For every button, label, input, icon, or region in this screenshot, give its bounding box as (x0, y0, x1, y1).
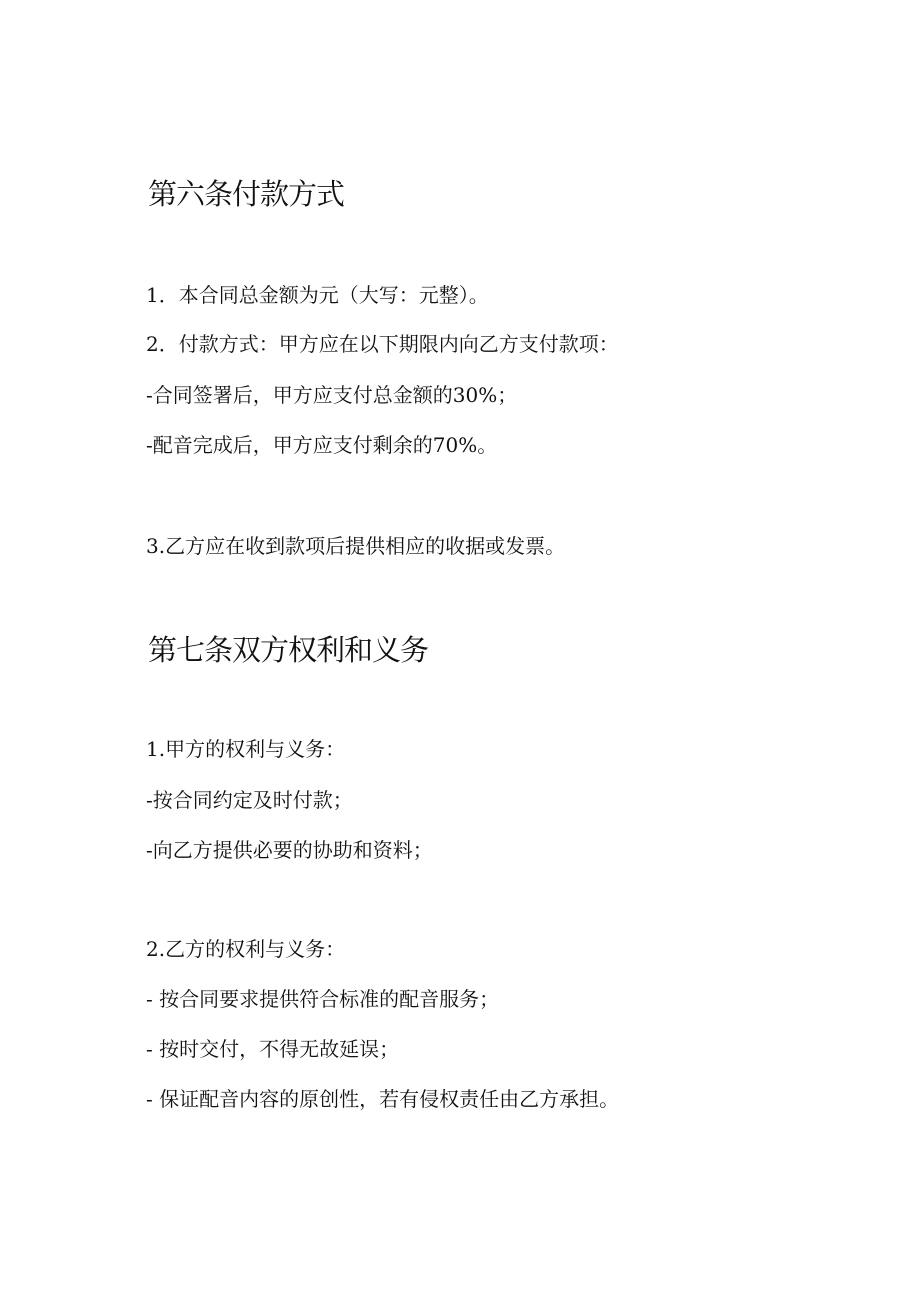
section-6-item-1: 1．本合同总金额为元（大写：元整）。 (146, 283, 489, 307)
section-6-item-3: 3.乙方应在收到款项后提供相应的收据或发票。 (146, 534, 566, 558)
section-6-item-2: 2．付款方式：甲方应在以下期限内向乙方支付款项： (146, 332, 619, 356)
section-7-party-b-item-3: - 保证配音内容的原创性，若有侵权责任由乙方承担。 (146, 1087, 620, 1111)
section-7-party-a-heading: 1.甲方的权利与义务： (146, 737, 346, 761)
section-7-party-b-heading: 2.乙方的权利与义务： (146, 937, 346, 961)
section-6-title: 第六条付款方式 (148, 177, 345, 211)
section-7-party-a-item-1: -按合同约定及时付款； (146, 788, 353, 812)
section-7-party-b-item-2: - 按时交付，不得无故延误； (146, 1037, 400, 1061)
section-6-sub-item-2: -配音完成后，甲方应支付剩余的70%。 (146, 433, 498, 457)
section-6-sub-item-1: -合同签署后，甲方应支付总金额的30%； (146, 383, 518, 407)
section-7-title: 第七条双方权利和义务 (148, 633, 429, 667)
section-7-party-b-item-1: - 按合同要求提供符合标准的配音服务； (146, 987, 500, 1011)
section-7-party-a-item-2: -向乙方提供必要的协助和资料； (146, 838, 433, 862)
